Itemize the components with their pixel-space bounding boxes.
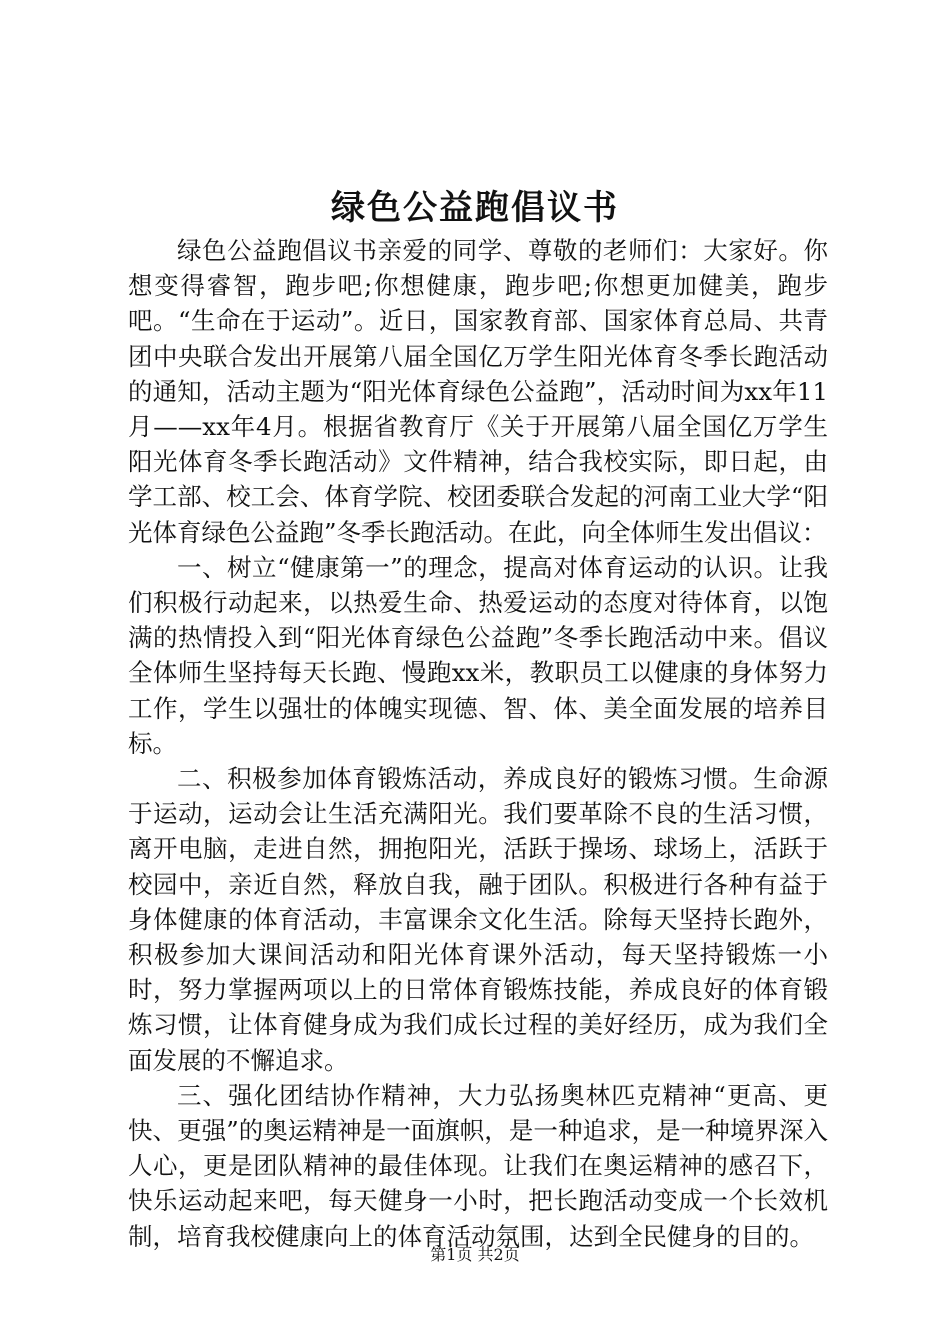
paragraph-point-3: 三、强化团结协作精神，大力弘扬奥林匹克精神“更高、更快、更强”的奥运精神是一面旗帜，是一种追求，是一种境界深入人心，更是团队精神的最佳体现。让我们在奥运精神的感召下，快乐运动起来吧，每天健身一小时，把长跑活动变成一个长效机制，培育我校健康向上的体育活动氛围，达到全民健身的目的。 bbox=[128, 1080, 828, 1251]
document-body bbox=[128, 233, 828, 1254]
page-number-footer: 第1页 共2页 bbox=[430, 1245, 520, 1264]
paragraph-point-1: 一、树立“健康第一”的理念，提高对体育运动的认识。让我们积极行动起来，以热爱生命、热爱运动的态度对待体育，以饱满的热情投入到“阳光体育绿色公益跑”冬季长跑活动中来。倡议全体师生坚持每天长跑、慢跑xx米，教职员工以健康的身体努力工作，学生以强壮的体魄实现德、智、体、美全面发展的培养目标。 bbox=[128, 552, 828, 758]
paragraph-intro: 绿色公益跑倡议书亲爱的同学、尊敬的老师们：大家好。你想变得睿智，跑步吧;你想健康，跑步吧;你想更加健美，跑步吧。“生命在于运动”。近日，国家教育部、国家体育总局、共青团中央联合发出开展第八届全国亿万学生阳光体育冬季长跑活动的通知，活动主题为“阳光体育绿色公益跑”，活动时间为xx年11月——xx年4月。根据省教育厅《关于开展第八届全国亿万学生阳光体育冬季长跑活动》文件精神，结合我校实际，即日起，由学工部、校工会、体育学院、校团委联合发起的河南工业大学“阳光体育绿色公益跑”冬季长跑活动。在此，向全体师生发出倡议： bbox=[128, 236, 828, 547]
document-title: 绿色公益跑倡议书 bbox=[331, 188, 619, 228]
paragraph-point-2: 二、积极参加体育锻炼活动，养成良好的锻炼习惯。生命源于运动，运动会让生活充满阳光。我们要革除不良的生活习惯，离开电脑，走进自然，拥抱阳光，活跃于操场、球场上，活跃于校园中，亲近自然，释放自我，融于团队。积极进行各种有益于身体健康的体育活动，丰富课余文化生活。除每天坚持长跑外，积极参加大课间活动和阳光体育课外活动，每天坚持锻炼一小时，努力掌握两项以上的日常体育锻炼技能，养成良好的体育锻炼习惯，让体育健身成为我们成长过程的美好经历，成为我们全面发展的不懈追求。 bbox=[128, 764, 828, 1075]
